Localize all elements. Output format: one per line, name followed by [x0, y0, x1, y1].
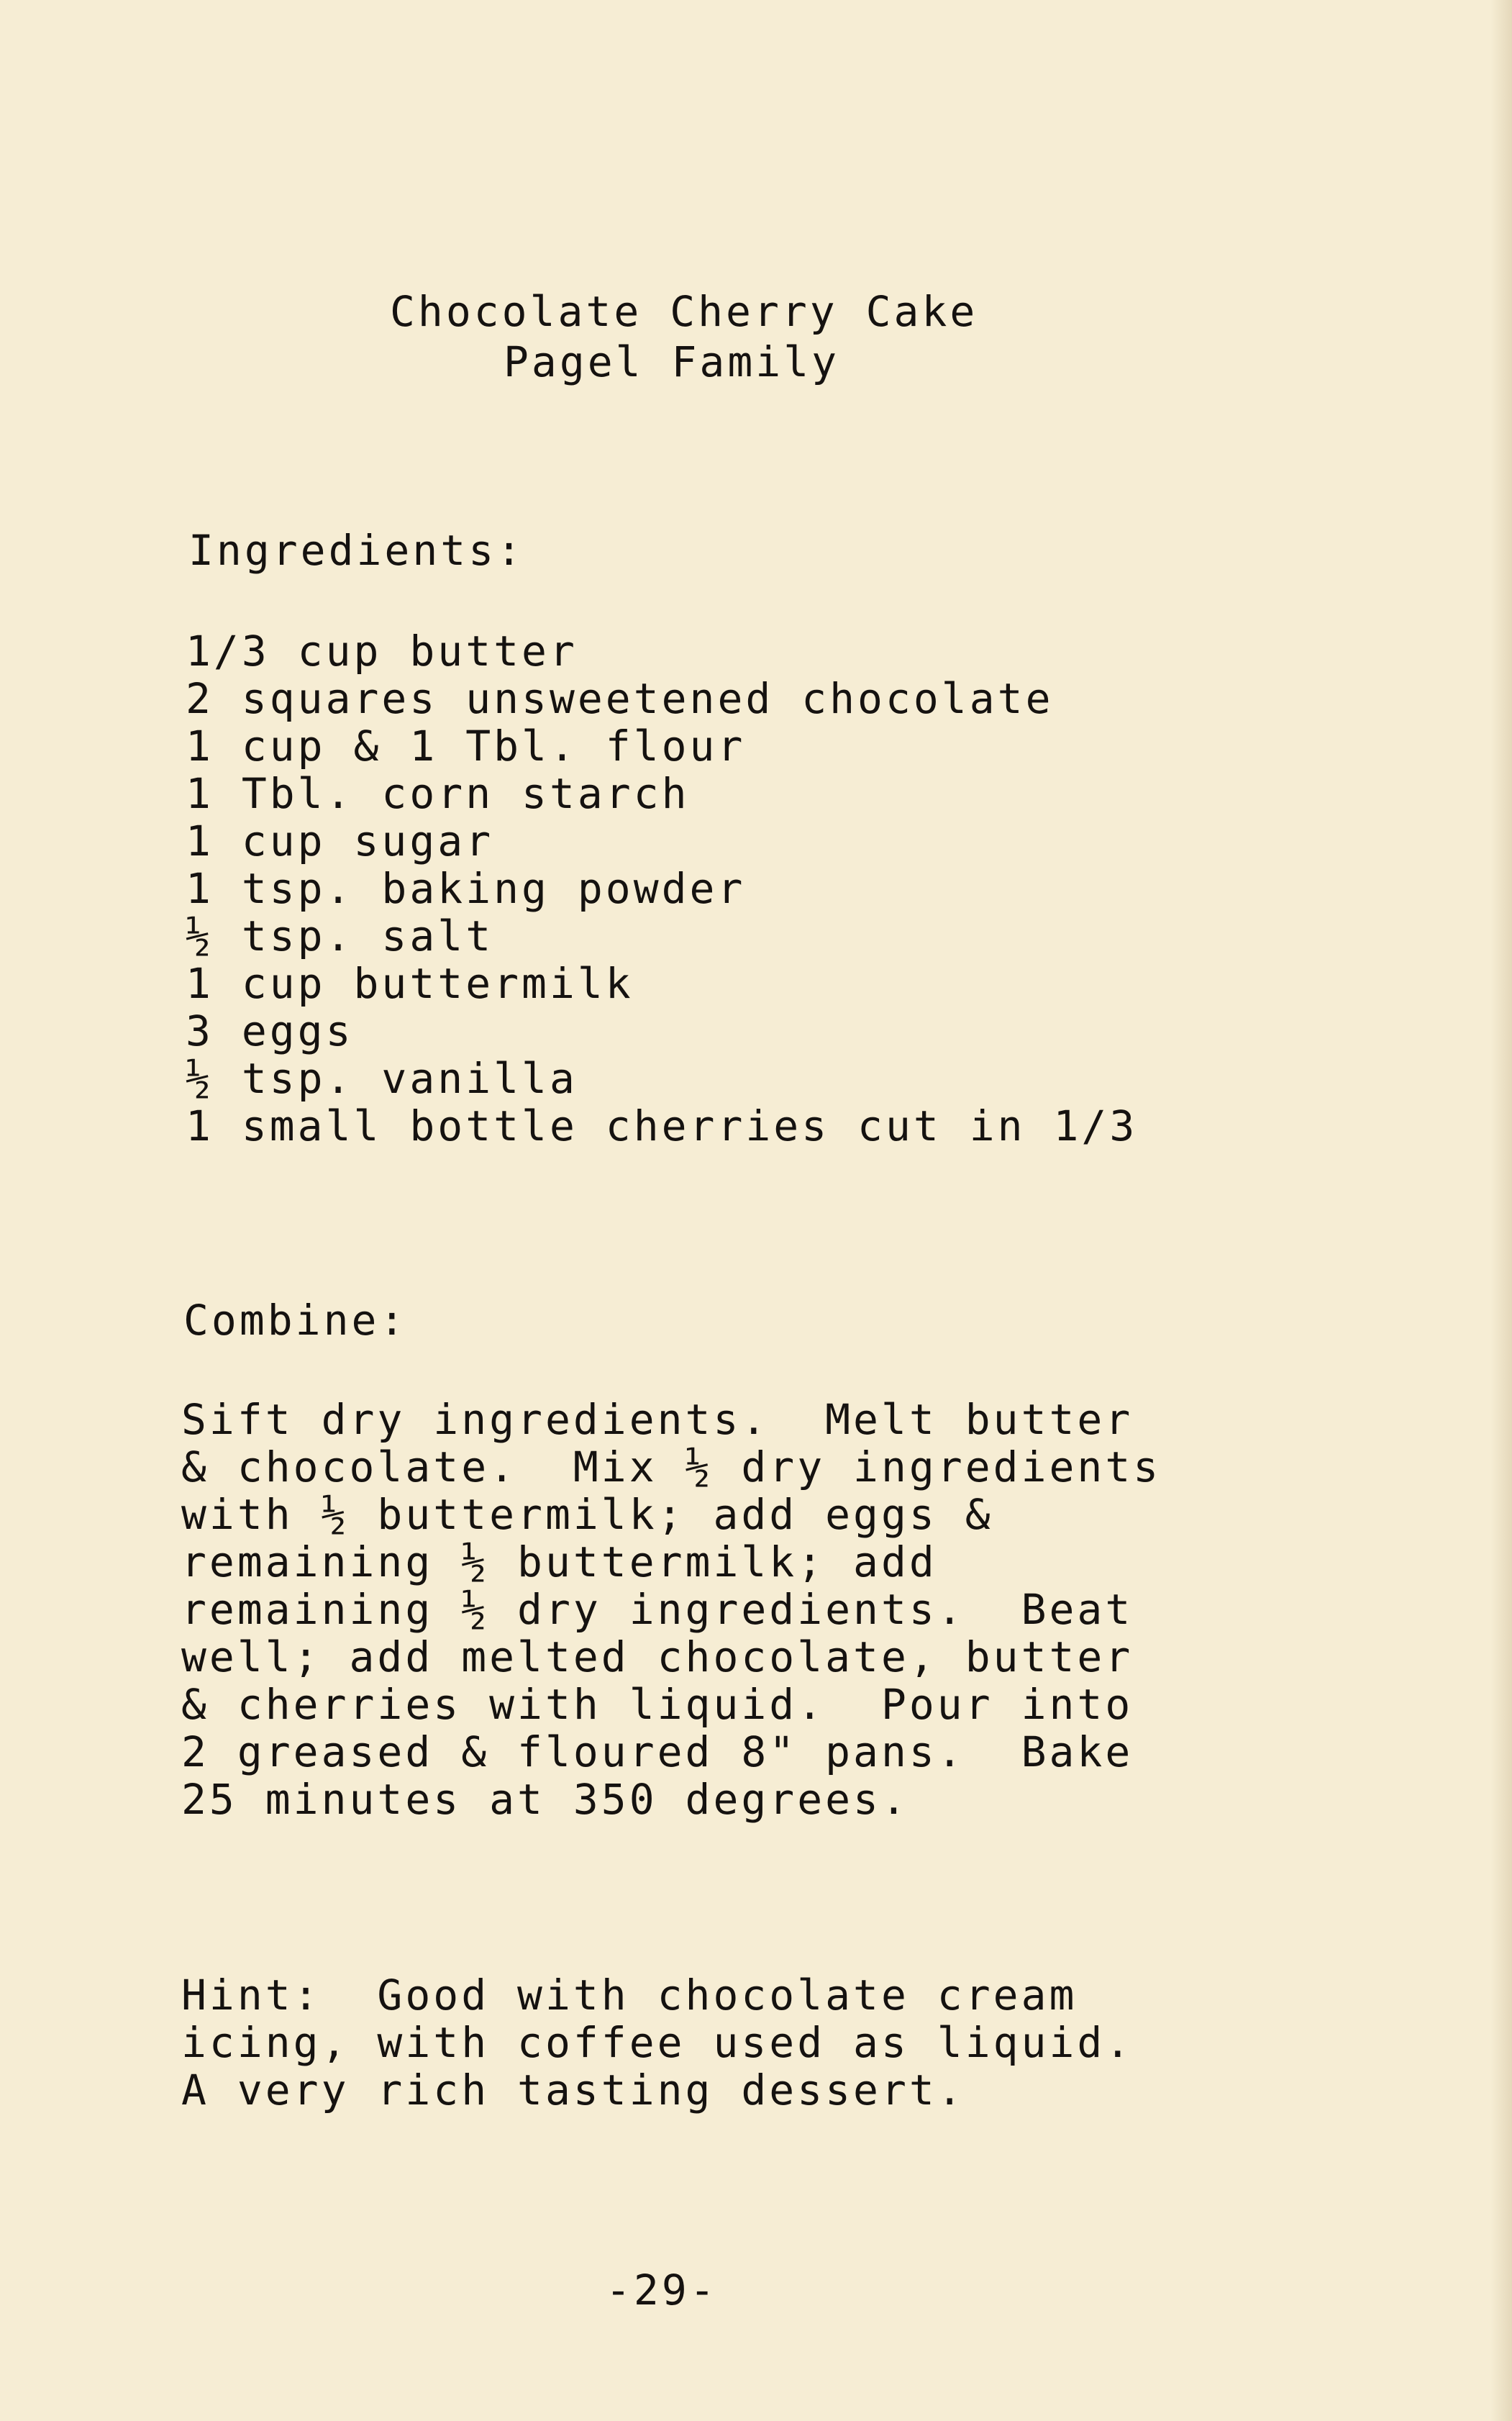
ingredient-item: 1 cup sugar [186, 817, 494, 866]
ingredient-item: 1 tsp. baking powder [186, 864, 746, 913]
ingredient-item: 1 cup & 1 Tbl. flour [186, 722, 746, 771]
instruction-line: remaining ½ buttermilk; add [181, 1537, 937, 1586]
hint-line: Hint: Good with chocolate cream [181, 1971, 1078, 2020]
ingredient-item: 1 cup buttermilk [186, 959, 634, 1008]
ingredient-item: ½ tsp. salt [186, 912, 494, 960]
combine-instructions [181, 1396, 1161, 1823]
ingredient-item: ½ tsp. vanilla [186, 1054, 578, 1103]
ingredient-item: 1 Tbl. corn starch [186, 769, 690, 818]
page-number-wrap [606, 2266, 718, 2314]
instruction-line: with ½ buttermilk; add eggs & [181, 1490, 993, 1539]
instruction-line: well; add melted chocolate, butter [181, 1632, 1134, 1681]
instruction-line: & chocolate. Mix ½ dry ingredients [181, 1443, 1162, 1491]
ingredient-item: 1/3 cup butter [186, 627, 578, 676]
recipe-header [390, 286, 978, 387]
ingredients-heading: Ingredients: [188, 526, 525, 575]
page-edge-shadow [1490, 0, 1512, 2421]
hint-note [181, 1971, 1133, 2114]
ingredients-heading-wrap [188, 527, 524, 574]
hint-line: A very rich tasting dessert. [181, 2066, 965, 2115]
instruction-line: Sift dry ingredients. Melt butter [181, 1395, 1134, 1444]
combine-heading-wrap [183, 1296, 407, 1344]
ingredient-item: 2 squares unsweetened chocolate [186, 674, 1054, 723]
recipe-title: Chocolate Cherry Cake [390, 287, 978, 336]
instruction-line: remaining ½ dry ingredients. Beat [181, 1585, 1134, 1634]
instruction-line: & cherries with liquid. Pour into [181, 1680, 1134, 1729]
ingredient-item: 1 small bottle cherries cut in 1/3 [186, 1102, 1138, 1150]
combine-heading: Combine: [183, 1296, 408, 1345]
hint-line: icing, with coffee used as liquid. [181, 2018, 1134, 2067]
page-number: -29- [606, 2266, 718, 2315]
ingredient-item: 3 eggs [186, 1007, 354, 1055]
recipe-contributor: Pagel Family [504, 337, 840, 386]
instruction-line: 25 minutes at 350 degrees. [181, 1775, 909, 1824]
ingredients-list [186, 627, 1137, 1150]
instruction-line: 2 greased & floured 8" pans. Bake [181, 1727, 1134, 1776]
